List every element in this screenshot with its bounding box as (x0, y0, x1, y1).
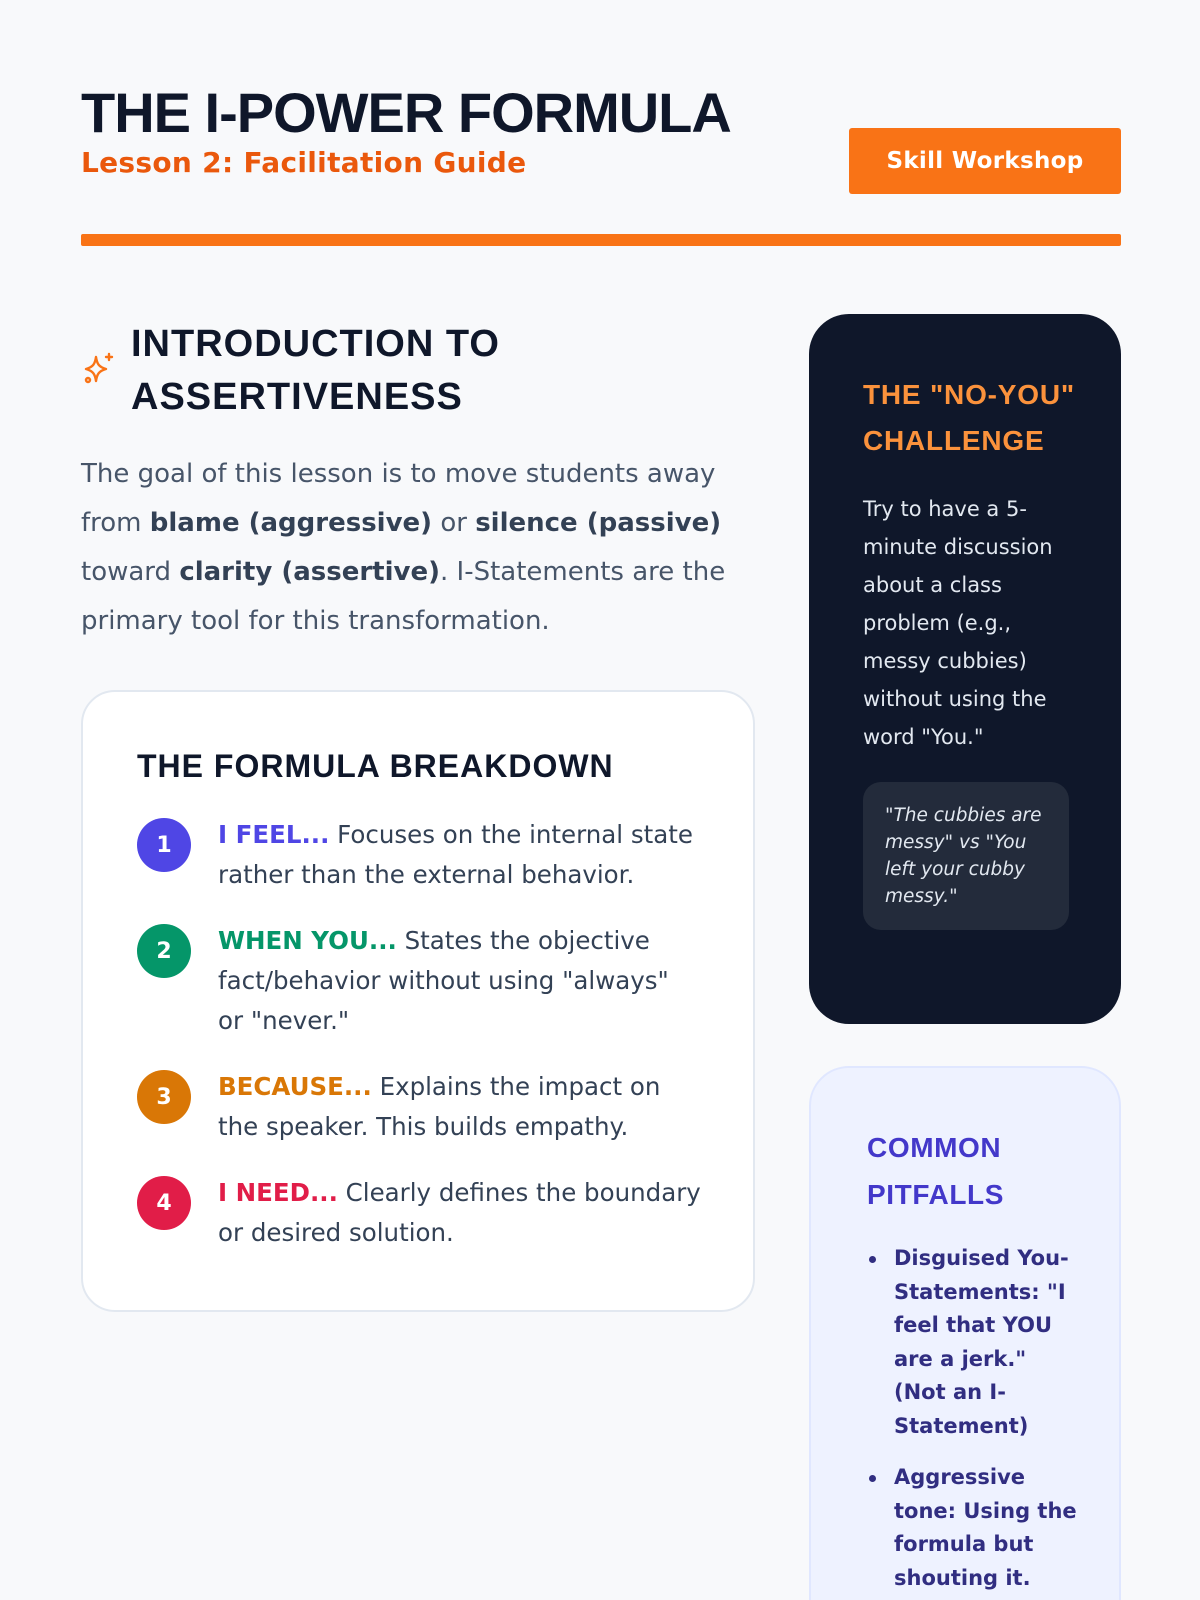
intro-text-part: or (432, 508, 476, 538)
intro-text-part: The goal of this lesson is to move students away from (81, 459, 716, 538)
formula-breakdown-card (81, 690, 755, 1312)
formula-step (137, 1067, 701, 1147)
step-description (218, 1173, 701, 1253)
step-number-badge: 4 (137, 1176, 191, 1230)
challenge-text: Try to have a 5-minute discussion about a class problem (e.g., messy cubbies) without using the word "You." (863, 497, 1053, 749)
pitfall-text: Aggressive tone: Using the formula but shouting it. (894, 1465, 1077, 1590)
pitfalls-title: COMMON PITFALLS (867, 1132, 1005, 1210)
intro-emphasis-clarity: clarity (assertive) (179, 557, 440, 587)
step-description (218, 815, 701, 895)
step-explanation: Focuses on the internal state rather than the external behavior. (218, 820, 693, 889)
header-divider (81, 234, 1121, 246)
intro-title: INTRODUCTION TO ASSERTIVENESS (131, 323, 500, 418)
pitfall-text: Disguised You-Statements: "I feel that YOU are a jerk." (Not an I-Statement) (894, 1246, 1069, 1438)
sparkle-icon (81, 350, 117, 386)
formula-step (137, 815, 701, 895)
step-explanation: Clearly defines the boundary or desired solution. (218, 1178, 701, 1247)
page-title: THE I-POWER FORMULA (81, 81, 731, 144)
intro-emphasis-blame: blame (aggressive) (149, 508, 433, 538)
step-description (218, 1067, 701, 1147)
page-subtitle: Lesson 2: Facilitation Guide (81, 146, 527, 179)
intro-text-part: toward (81, 557, 180, 587)
intro-text-part: . I-Statements are the primary tool for this transformation. (81, 557, 726, 636)
challenge-title: THE "NO-YOU" CHALLENGE (863, 379, 1075, 456)
step-explanation: States the objective fact/behavior without using "always" or "never." (218, 926, 669, 1035)
formula-title: THE FORMULA BREAKDOWN (137, 748, 614, 784)
step-key-phrase: I NEED... (218, 1178, 338, 1207)
bullet-icon (869, 1475, 876, 1482)
no-you-challenge-card (809, 314, 1121, 1024)
intro-paragraph (81, 450, 761, 646)
skill-workshop-badge: Skill Workshop (849, 128, 1121, 194)
step-number-badge: 2 (137, 924, 191, 978)
intro-emphasis-silence: silence (passive) (475, 508, 722, 538)
intro-section (81, 318, 761, 646)
challenge-quote: "The cubbies are messy" vs "You left your cubby messy." (863, 782, 1069, 930)
step-number-badge: 3 (137, 1070, 191, 1124)
formula-step (137, 921, 701, 1041)
header (81, 82, 1121, 202)
common-pitfalls-card (809, 1066, 1121, 1600)
intro-heading (81, 318, 761, 424)
step-description (218, 921, 701, 1041)
formula-step (137, 1173, 701, 1253)
bullet-icon (869, 1256, 876, 1263)
step-key-phrase: I FEEL... (218, 820, 330, 849)
pitfall-item (867, 1461, 1079, 1595)
step-key-phrase: WHEN YOU... (218, 926, 397, 955)
step-number-badge: 1 (137, 818, 191, 872)
formula-steps (137, 815, 701, 1253)
pitfall-item (867, 1242, 1079, 1443)
step-key-phrase: BECAUSE... (218, 1072, 372, 1101)
step-explanation: Explains the impact on the speaker. This builds empathy. (218, 1072, 661, 1141)
pitfalls-list (867, 1242, 1079, 1595)
